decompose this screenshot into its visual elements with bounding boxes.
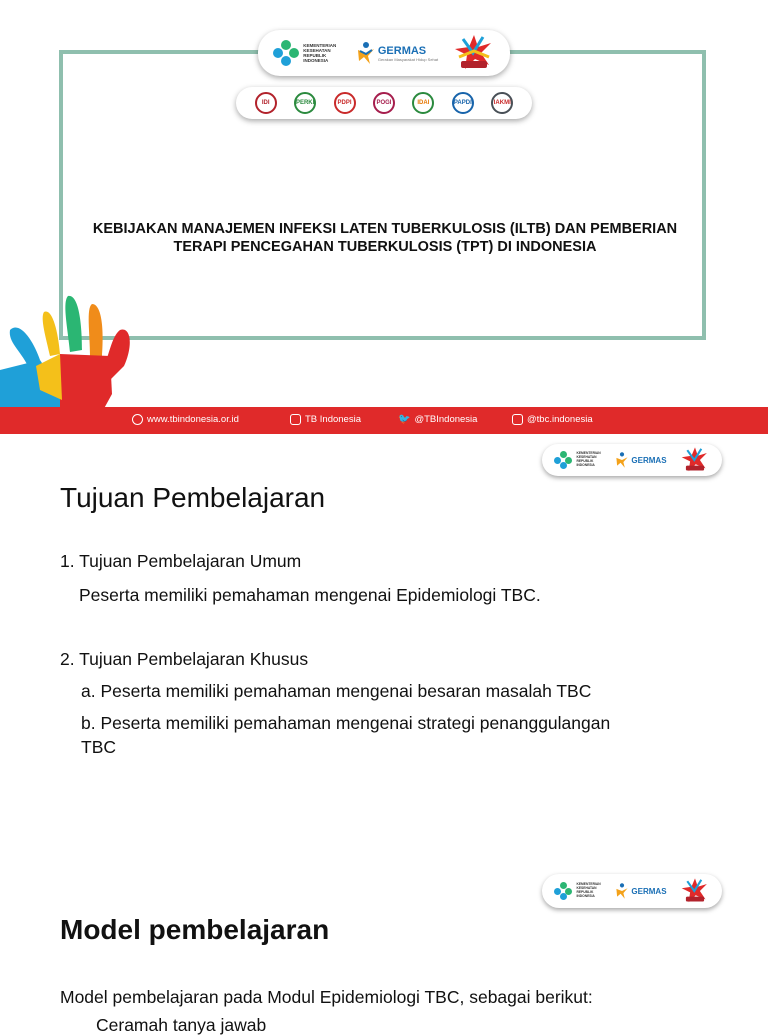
footer-facebook[interactable]: [290, 414, 361, 425]
germas-text: GERMAS: [631, 455, 667, 465]
kemenkes-text: KEMENTERIAN KESEHATAN REPUBLIK INDONESIA: [303, 43, 337, 63]
partner-logo-bar: [236, 87, 532, 119]
objective-2b-text-cont: TBC: [81, 737, 116, 757]
learning-objectives-slide: [0, 434, 768, 858]
kemenkes-logo: [554, 451, 602, 469]
kemenkes-logo: [554, 882, 602, 900]
facebook-icon: [290, 414, 301, 425]
slide-title: KEBIJAKAN MANAJEMEN INFEKSI LATEN TUBERKULOSIS (ILTB) DAN PEMBERIAN TERAPI PENCEGAHAN TUBERKULOSIS (TPT) DI INDONESIA: [92, 221, 678, 255]
title-slide: [0, 0, 768, 434]
twitter-icon: 🐦: [398, 414, 411, 425]
footer-twitter[interactable]: [398, 414, 477, 425]
kemenkes-logo: [273, 40, 341, 66]
facebook-link[interactable]: TB Indonesia: [305, 414, 361, 425]
footer-instagram[interactable]: [512, 414, 593, 425]
kemenkes-icon: [554, 451, 572, 469]
partner-logo-idai: IDAI: [412, 92, 434, 114]
germas-figure-icon: [615, 882, 629, 900]
partner-logo-idi: IDI: [255, 92, 277, 114]
slide-heading: Model pembelajaran: [60, 914, 330, 945]
model-description: Model pembelajaran pada Modul Epidemiologi TBC, sebagai berikut:: [60, 987, 593, 1007]
kemenkes-text: KEMENTERIAN KESEHATAN REPUBLIK INDONESIA: [576, 451, 601, 467]
germas-text: GERMAS: [631, 886, 667, 896]
germas-subtext: Gerakan Masyarakat Hidup Sehat: [377, 56, 439, 62]
objective-2a-text: a. Peserta memiliki pemahaman mengenai besaran masalah TBC: [81, 681, 592, 701]
kemenkes-icon: [273, 40, 299, 66]
globe-icon: [132, 414, 143, 425]
objective-1-text: Peserta memiliki pemahaman mengenai Epidemiologi TBC.: [79, 585, 541, 605]
objective-2b-text: b. Peserta memiliki pemahaman mengenai strategi penanggulangan: [81, 713, 611, 733]
kemenkes-icon: [554, 882, 572, 900]
logo-bar-small: [542, 874, 722, 908]
partner-logo-iakmi: IAKMI: [491, 92, 513, 114]
tbc-campaign-icon: [680, 446, 710, 474]
twitter-link[interactable]: @TBIndonesia: [414, 414, 478, 425]
kemenkes-text: KEMENTERIAN KESEHATAN REPUBLIK INDONESIA: [576, 882, 601, 898]
germas-figure-icon: [356, 41, 376, 65]
logo-bar-small: [542, 444, 722, 476]
partner-logo-papdi: PAPDI: [452, 92, 474, 114]
partner-logo-pogi: POGI: [373, 92, 395, 114]
germas-logo: [356, 41, 438, 65]
logo-bar: [258, 30, 510, 76]
learning-model-slide: [0, 858, 768, 1035]
germas-logo: [615, 451, 666, 469]
objective-2-title: 2. Tujuan Pembelajaran Khusus: [60, 649, 309, 669]
model-list-item: Ceramah tanya jawab: [96, 1015, 267, 1035]
germas-text: GERMAS: [377, 44, 427, 57]
instagram-link[interactable]: @tbc.indonesia: [527, 414, 593, 425]
website-link[interactable]: www.tbindonesia.or.id: [147, 414, 239, 425]
objective-1-title: 1. Tujuan Pembelajaran Umum: [60, 551, 302, 571]
germas-figure-icon: [615, 451, 629, 469]
partner-logo-pdpi: PDPI: [334, 92, 356, 114]
tbc-campaign-icon: [453, 33, 495, 73]
tbc-campaign-icon: [680, 877, 710, 905]
footer-social-bar: [0, 407, 768, 434]
partner-logo-perki: PERKI: [294, 92, 316, 114]
footer-website[interactable]: [132, 414, 239, 425]
instagram-icon: [512, 414, 523, 425]
germas-logo: [615, 882, 666, 900]
slide-heading: Tujuan Pembelajaran: [60, 482, 326, 513]
